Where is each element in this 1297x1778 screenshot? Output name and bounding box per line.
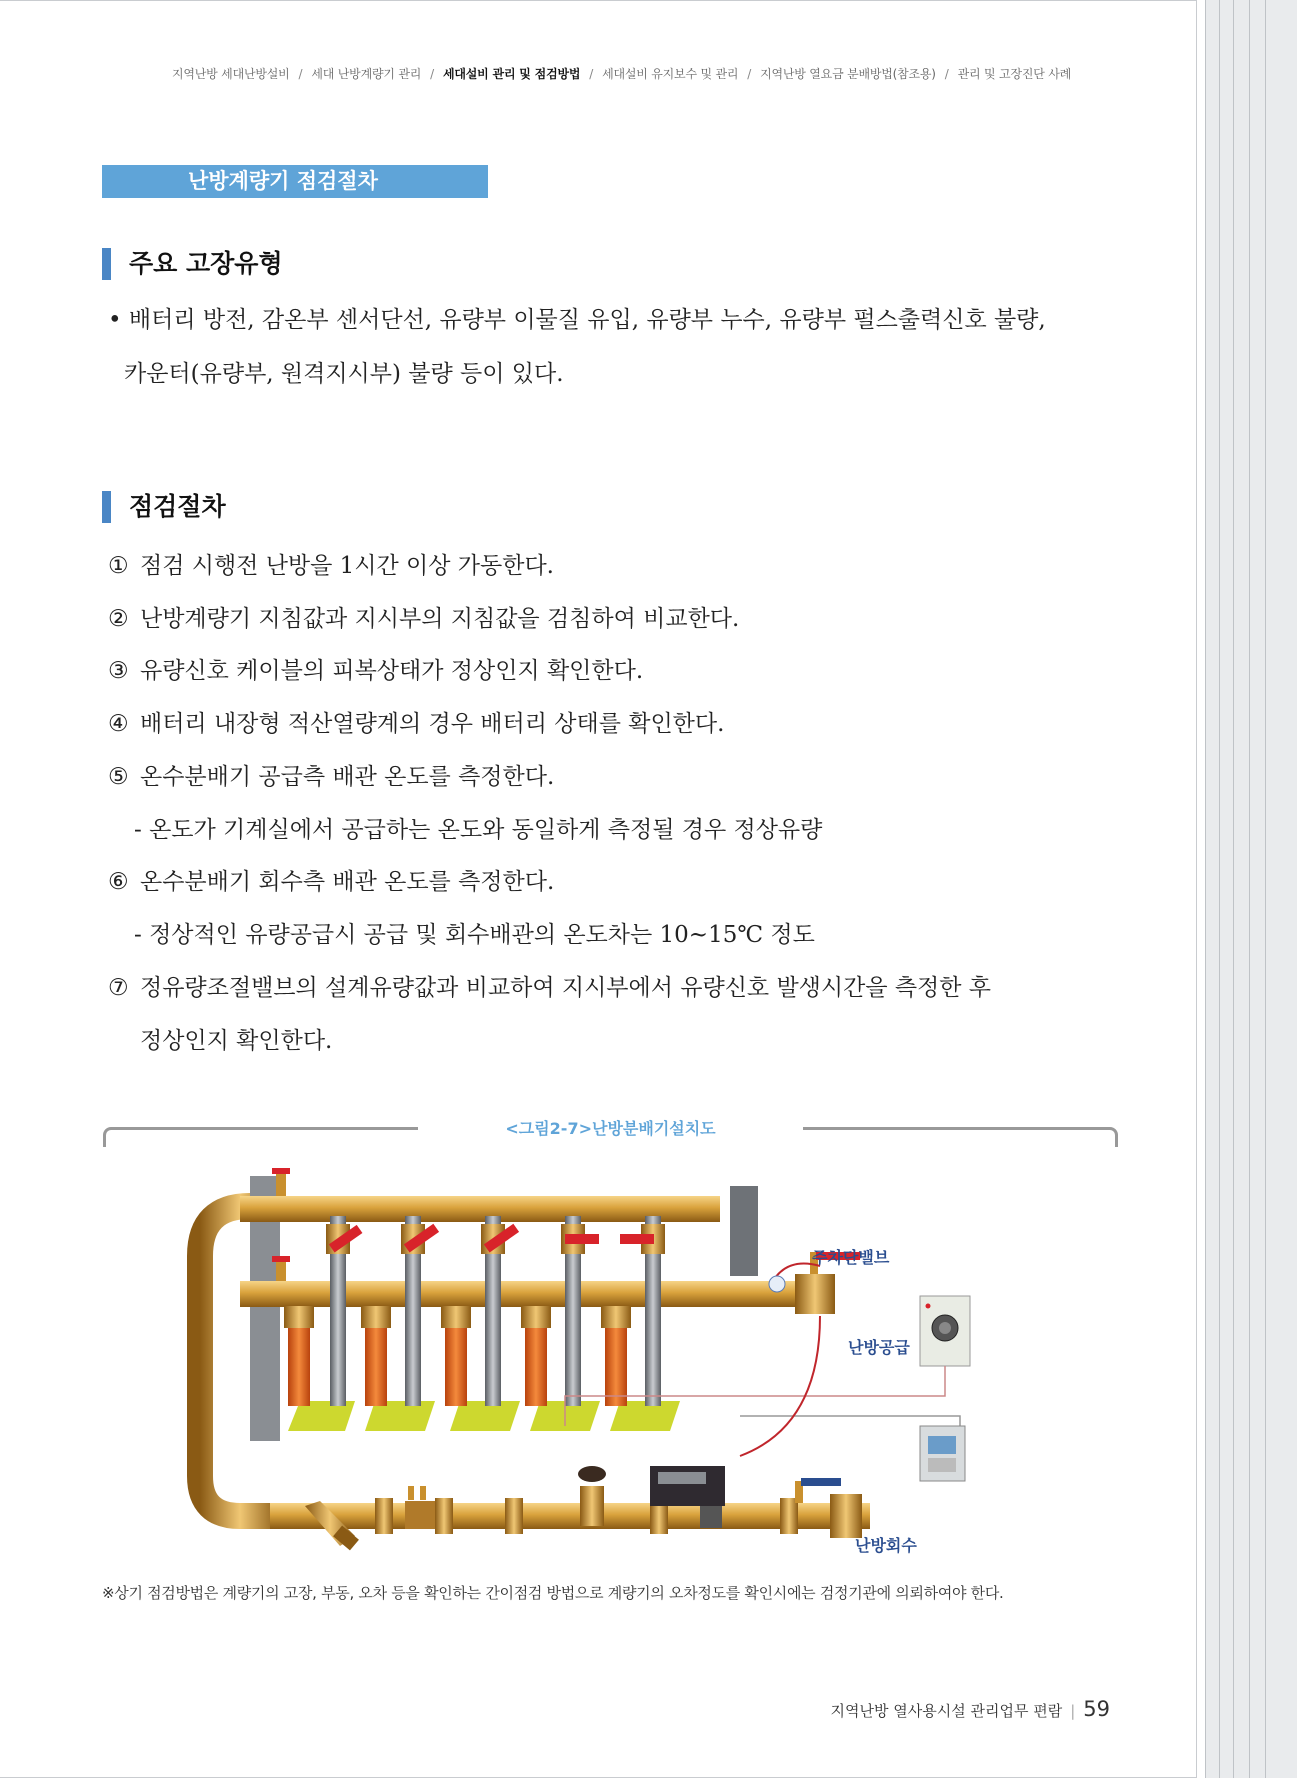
breadcrumb-item[interactable]: 지역난방 열요금 분배방법(참조용)	[760, 67, 936, 81]
loop-valves	[326, 1224, 665, 1254]
lower-manifold	[240, 1281, 800, 1307]
heating-return-label: 난방회수	[855, 1536, 917, 1555]
fault-bullet-continuation: 카운터(유량부, 원격지시부) 불량 등이 있다.	[124, 361, 564, 387]
procedure-heading: 점검절차	[102, 491, 226, 523]
fault-types-heading: 주요 고장유형	[102, 248, 283, 280]
breadcrumb-item[interactable]: 세대 난방계량기 관리	[311, 67, 422, 81]
breadcrumb-item-active[interactable]: 세대설비 관리 및 점검방법	[443, 67, 581, 81]
balancing-valve	[580, 1486, 604, 1526]
procedure-step: ⑤ 온수분배기 공급측 배관 온도를 측정한다.	[108, 764, 555, 790]
book-title: 지역난방 열사용시설 관리업무 편람	[830, 1702, 1063, 1720]
fault-bullet-line: • 배터리 방전, 감온부 센서단선, 유량부 이물질 유입, 유량부 누수, 유량부 펄스출력신호 불량,	[108, 307, 1046, 333]
page-footer: 지역난방 열사용시설 관리업무 편람 | 59	[830, 1697, 1110, 1721]
procedure-step-note: - 정상적인 유량공급시 공급 및 회수배관의 온도차는 10~15℃ 정도	[134, 922, 815, 948]
heating-supply-label: 난방공급	[848, 1338, 910, 1357]
procedure-step: ② 난방계량기 지침값과 지시부의 지침값을 검침하여 비교한다.	[108, 606, 740, 632]
main-valve-label: 주차단밸브	[812, 1248, 890, 1267]
breadcrumb-item[interactable]: 세대설비 유지보수 및 관리	[602, 67, 739, 81]
breadcrumb: 지역난방 세대난방설비 / 세대 난방계량기 관리 / 세대설비 관리 및 점검방법 / 세대설비 유지보수 및 관리 / 지역난방 열요금 분배방법(참조용) / 관리 및 고장진단 사례	[172, 67, 1072, 81]
breadcrumb-item[interactable]: 관리 및 고장진단 사례	[957, 67, 1072, 81]
figure-frame-left	[103, 1127, 418, 1147]
procedure-step-continuation: 정상인지 확인한다.	[140, 1028, 333, 1054]
procedure-step-note: - 온도가 기계실에서 공급하는 온도와 동일하게 측정될 경우 정상유량	[134, 817, 823, 843]
bullet-icon: •	[108, 307, 122, 333]
procedure-step: ③ 유량신호 케이블의 피복상태가 정상인지 확인한다.	[108, 658, 644, 684]
figure-caption: <그림2-7>난방분배기설치도	[505, 1119, 716, 1138]
page-title: 난방계량기 점검절차	[102, 165, 488, 198]
bracket-right	[730, 1186, 758, 1276]
procedure-step: ⑦ 정유량조절밸브의 설계유량값과 비교하여 지시부에서 유량신호 발생시간을 측정한 후	[108, 975, 992, 1001]
breadcrumb-item[interactable]: 지역난방 세대난방설비	[172, 67, 290, 81]
page-number: 59	[1083, 1697, 1110, 1721]
footnote: ※상기 점검방법은 계량기의 고장, 부동, 오차 등을 확인하는 간이점검 방법으로 계량기의 오차정도를 확인시에는 검정기관에 의뢰하여야 한다.	[102, 1584, 1004, 1602]
procedure-step: ④ 배터리 내장형 적산열량계의 경우 배터리 상태를 확인한다.	[108, 711, 725, 737]
manifold-diagram	[180, 1156, 1040, 1556]
procedure-step: ⑥ 온수분배기 회수측 배관 온도를 측정한다.	[108, 869, 555, 895]
figure-frame-right	[803, 1127, 1118, 1147]
book-page-stack	[1197, 0, 1297, 1778]
procedure-step: ① 점검 시행전 난방을 1시간 이상 가동한다.	[108, 553, 554, 579]
main-shutoff-valve	[795, 1274, 835, 1314]
